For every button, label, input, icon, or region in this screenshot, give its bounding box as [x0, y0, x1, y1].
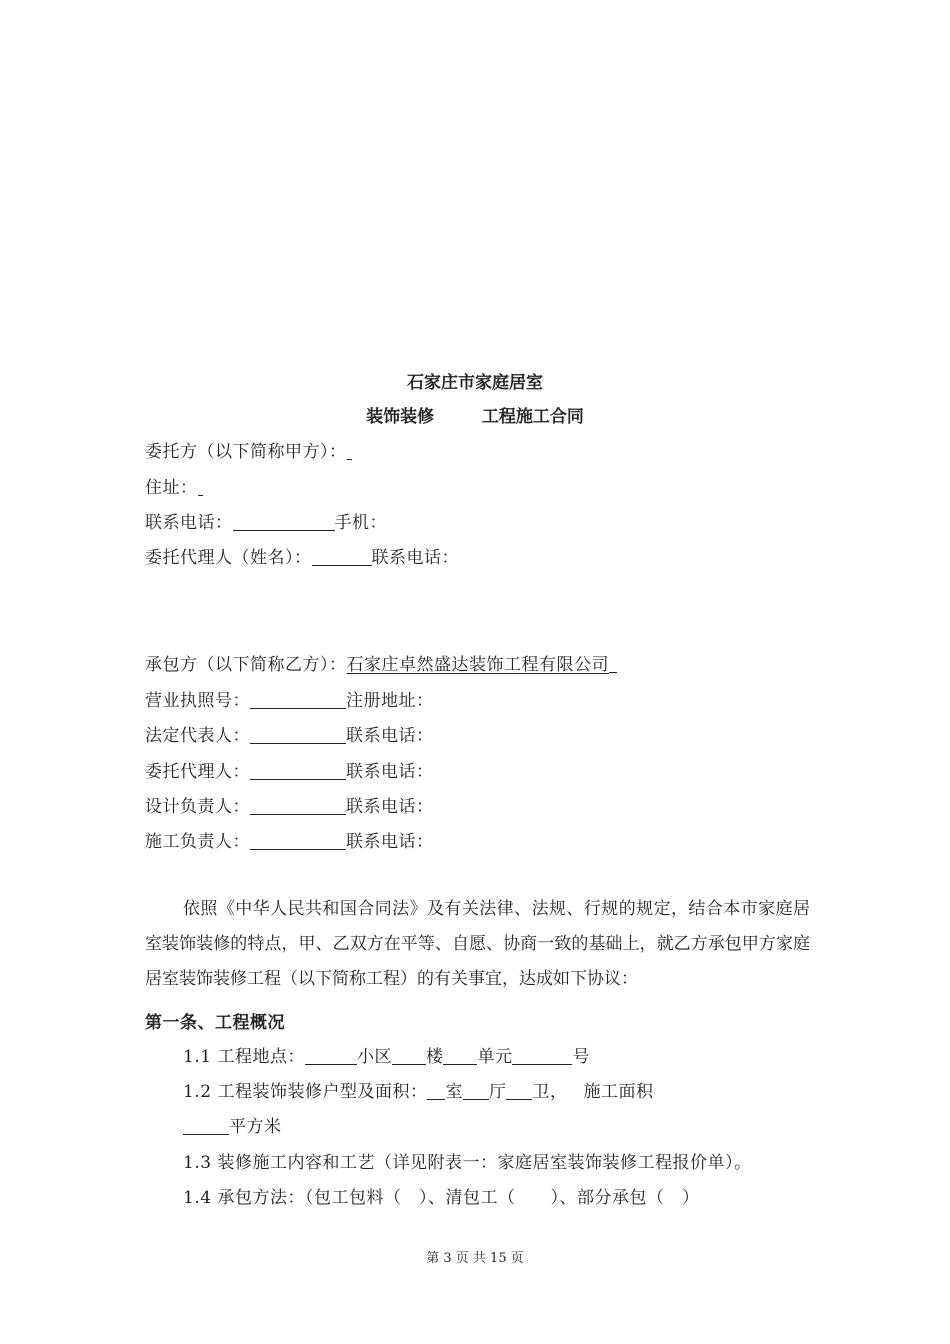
room-blank[interactable] [427, 1082, 445, 1100]
contractor-label: 承包方（以下简称乙方）： [145, 655, 347, 675]
reg-address-label: 注册地址： [346, 691, 434, 711]
agent-label: 委托代理人（姓名）： [145, 548, 312, 568]
legal-rep-phone-label: 联系电话： [346, 726, 434, 746]
intro-paragraph: 依照《中华人民共和国合同法》及有关法律、法规、行规的规定，结合本市家庭居室装饰装修的特点，甲、乙双方在平等、自愿、协商一致的基础上，就乙方承包甲方家庭居室装饰装修工程（以下简称工程）的有关事宜，达成如下协议： [145, 899, 810, 989]
sqm-label: 平方米 [229, 1117, 282, 1137]
item-1-2 [183, 1077, 653, 1102]
number-label: 号 [572, 1047, 590, 1067]
unit-blank[interactable] [443, 1047, 477, 1065]
phone-blank[interactable] [233, 513, 335, 531]
b-agent-phone-label: 联系电话： [346, 762, 434, 782]
legal-rep-label: 法定代表人： [145, 726, 250, 746]
license-blank[interactable] [250, 691, 346, 709]
unit-label: 单元 [477, 1047, 513, 1067]
title-part-b: 工程施工合同 [481, 407, 584, 427]
b-agent-label: 委托代理人： [145, 762, 250, 782]
builder-line [145, 827, 434, 852]
designer-phone-label: 联系电话： [346, 797, 434, 817]
company-tail-blank [609, 655, 617, 673]
legal-rep-blank[interactable] [250, 726, 346, 744]
legal-rep-line [145, 721, 434, 746]
item-1-2-area [183, 1112, 282, 1137]
page-number-footer: 第 3 页 共 15 页 [426, 1251, 524, 1266]
designer-label: 设计负责人： [145, 797, 250, 817]
phone-label: 联系电话： [145, 513, 233, 533]
address-label: 住址： [145, 478, 198, 498]
b-agent-blank[interactable] [250, 762, 346, 780]
license-line [145, 686, 434, 711]
item-1-4: 1.4 承包方法：（包工包料（ ）、清包工（ ）、部分承包（ ） [183, 1188, 700, 1208]
building-blank[interactable] [392, 1047, 426, 1065]
contractor-line [145, 650, 617, 675]
mobile-label: 手机： [334, 513, 387, 533]
number-blank[interactable] [512, 1047, 572, 1065]
b-agent-line [145, 757, 434, 782]
address-line [145, 473, 203, 498]
bath-label: 卫， [532, 1082, 568, 1102]
item-1-1-label: 1.1 工程地点： [183, 1047, 305, 1067]
designer-blank[interactable] [250, 797, 346, 815]
item-1-1 [183, 1042, 590, 1067]
community-label: 小区 [356, 1047, 392, 1067]
contract-title-line1: 石家庄市家庭居室 [407, 373, 543, 393]
agent-line [145, 543, 459, 568]
phone-line [145, 508, 387, 533]
builder-blank[interactable] [250, 832, 346, 850]
area-label: 施工面积 [583, 1082, 654, 1102]
client-line [145, 437, 352, 462]
room-label: 室 [445, 1082, 463, 1102]
designer-line [145, 792, 434, 817]
address-blank[interactable] [198, 478, 203, 496]
client-label: 委托方（以下简称甲方）： [145, 442, 347, 462]
builder-label: 施工负责人： [145, 832, 250, 852]
client-blank[interactable] [347, 442, 352, 460]
agent-blank[interactable] [312, 548, 372, 566]
item-1-2-label: 1.2 工程装饰装修户型及面积： [183, 1082, 428, 1102]
area-blank[interactable] [183, 1117, 229, 1135]
bath-blank[interactable] [506, 1082, 532, 1100]
builder-phone-label: 联系电话： [346, 832, 434, 852]
contract-title-line2 [0, 402, 950, 427]
hall-label: 厅 [488, 1082, 507, 1102]
title-part-a: 装饰装修 [366, 407, 435, 427]
item-1-3: 1.3 装修施工内容和工艺（详见附表一：家庭居室装饰装修工程报价单）。 [183, 1153, 752, 1173]
contractor-company: 石家庄卓然盛达装饰工程有限公司 [346, 655, 609, 675]
hall-blank[interactable] [463, 1082, 489, 1100]
location-blank[interactable] [305, 1047, 357, 1065]
article-1-heading: 第一条、工程概况 [145, 1013, 285, 1033]
agent-phone-label: 联系电话： [371, 548, 459, 568]
building-label: 楼 [425, 1047, 444, 1067]
license-label: 营业执照号： [145, 691, 250, 711]
